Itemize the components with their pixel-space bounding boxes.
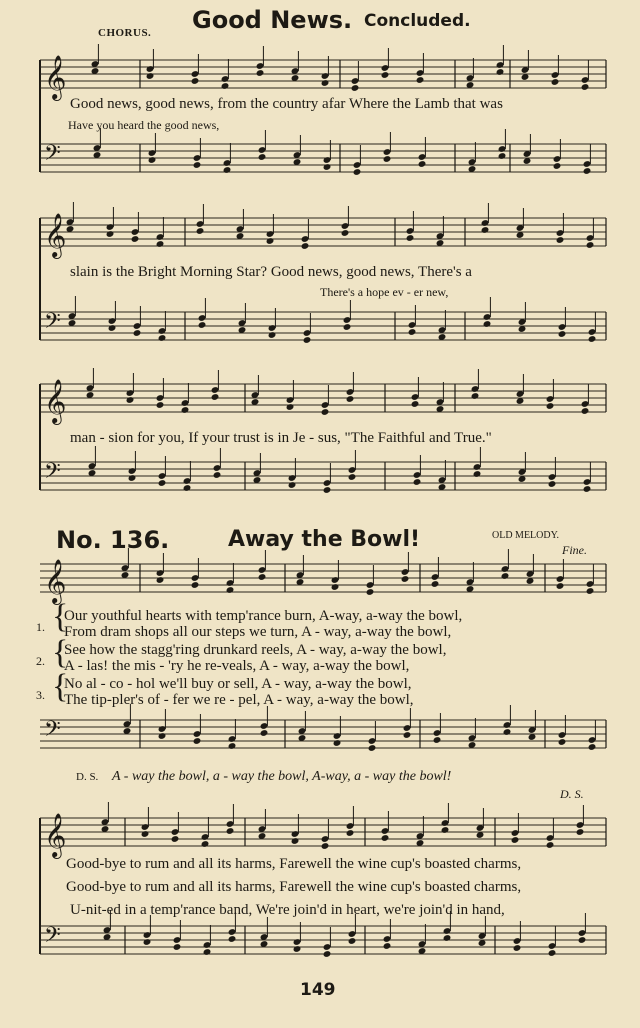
note-head [343, 323, 352, 331]
note-head [473, 470, 482, 478]
note-head [433, 736, 442, 744]
note-head [498, 152, 507, 160]
note-head [323, 163, 332, 171]
note-head [586, 587, 595, 595]
treble-clef-icon: 𝄞 [44, 213, 67, 257]
note-head [546, 841, 555, 849]
note-head [221, 82, 230, 90]
note-head [416, 76, 425, 84]
note-head [191, 77, 200, 85]
lyric-line: man - sion for you, If your trust is in Je - sus, "The Faithful and True." [70, 430, 492, 446]
verse-line: From dram shops all our steps we turn, A - way, a-way the bowl, [64, 624, 452, 640]
note-head [108, 324, 117, 332]
note-head [558, 738, 567, 746]
note-head [581, 407, 590, 415]
note-head [171, 835, 180, 843]
note-head [556, 582, 565, 590]
note-head [443, 934, 452, 942]
hymn-title: Away the Bowl! [228, 527, 421, 552]
bass-clef-icon: 𝄢 [44, 141, 61, 171]
note-head [576, 828, 585, 836]
music-staff-treble [0, 556, 640, 616]
note-head [368, 744, 377, 752]
note-head [211, 393, 220, 401]
note-head [213, 471, 222, 479]
note-head [146, 72, 155, 80]
note-head [106, 230, 115, 238]
refrain-line: U-nit-ed in a temp'rance band, We're join'd in heart, we're join'd in hand, [70, 902, 505, 918]
note-head [201, 840, 210, 848]
treble-clef-icon: 𝄞 [44, 55, 67, 99]
bass-clef-icon: 𝄢 [44, 309, 61, 339]
note-head [546, 402, 555, 410]
note-head [413, 478, 422, 486]
note-head [556, 236, 565, 244]
verse-line: No al - co - hol we'll buy or sell, A - way, a-way the bowl, [64, 676, 412, 692]
note-head [553, 162, 562, 170]
note-head [513, 944, 522, 952]
note-head [383, 155, 392, 163]
note-head [481, 226, 490, 234]
lyric-line: slain is the Bright Morning Star? Good news, good news, There's a [70, 264, 472, 280]
bass-clef-icon: 𝄢 [44, 459, 61, 489]
note-head [496, 68, 505, 76]
note-head [196, 227, 205, 235]
page-number: 149 [300, 980, 336, 1000]
note-head [351, 84, 360, 92]
note-head [193, 161, 202, 169]
verse-line: See how the stagg'ring drunkard reels, A - way, a-way the bowl, [64, 642, 447, 658]
note-head [258, 153, 267, 161]
verse-number: 3. [36, 688, 45, 702]
note-head [158, 732, 167, 740]
ds-lyric: A - way the bowl, a - way the bowl, A-way, a - way the bowl! [112, 769, 452, 784]
note-head [198, 321, 207, 329]
note-head [191, 581, 200, 589]
note-head [348, 473, 357, 481]
note-head [483, 320, 492, 328]
staff [40, 202, 606, 259]
note-head [183, 484, 192, 492]
note-head [323, 950, 332, 958]
note-head [588, 743, 597, 751]
note-head [341, 229, 350, 237]
verse-number: 2. [36, 654, 45, 668]
verse-line: The tip-pler's of - fer we re - pel, A - way, a-way the bowl, [64, 692, 414, 708]
verse-number: 1. [36, 620, 45, 634]
note-head [581, 83, 590, 91]
note-head [256, 69, 265, 77]
note-head [588, 335, 597, 343]
bass-clef-icon: 𝄢 [44, 717, 61, 747]
hymn-title-good-news: Good News. [192, 6, 353, 34]
verse-line: Our youthful hearts with temp'rance burn, A-way, a-way the bowl, [64, 608, 463, 624]
note-head [503, 728, 512, 736]
verse-line: A - las! the mis - 'ry he re-veals, A - way, a-way the bowl, [64, 658, 410, 674]
note-head [558, 330, 567, 338]
note-head [286, 403, 295, 411]
note-head [381, 71, 390, 79]
note-head [441, 826, 450, 834]
note-head [156, 401, 165, 409]
staff [40, 704, 606, 752]
note-head [586, 241, 595, 249]
note-head [291, 837, 300, 845]
lyric-line: Good news, good news, from the country afar Where the Lamb that was [70, 96, 503, 112]
note-head [258, 573, 267, 581]
note-head [403, 731, 412, 739]
note-head [383, 942, 392, 950]
note-head [411, 400, 420, 408]
treble-clef-icon: 𝄞 [44, 559, 67, 603]
note-head [156, 240, 165, 248]
note-head [226, 586, 235, 594]
note-head [321, 842, 330, 850]
ds-marker: D. S. [560, 787, 584, 801]
refrain-line: Good-bye to rum and all its harms, Farewell the wine cup's boasted charms, [66, 879, 522, 895]
note-head [353, 168, 362, 176]
note-head [321, 408, 330, 416]
note-head [158, 334, 167, 342]
staff [40, 446, 606, 494]
note-head [431, 580, 440, 588]
staff [40, 802, 606, 859]
staff [40, 548, 606, 605]
note-head [323, 486, 332, 494]
note-head [418, 160, 427, 168]
hymn-title-suffix: Concluded. [364, 11, 471, 31]
treble-clef-icon: 𝄞 [44, 379, 67, 423]
note-head [501, 572, 510, 580]
note-head [158, 479, 167, 487]
bass-clef-icon: 𝄢 [44, 923, 61, 953]
note-head [331, 583, 340, 591]
note-head [128, 474, 137, 482]
staff [40, 296, 606, 344]
music-staff-bass [0, 712, 640, 772]
note-head [381, 834, 390, 842]
note-head [293, 945, 302, 953]
refrain-line: Good-bye to rum and all its harms, Farewell the wine cup's boasted charms, [66, 856, 522, 872]
treble-clef-icon: 𝄞 [44, 813, 67, 857]
note-head [266, 237, 275, 245]
music-staff-system [0, 804, 640, 994]
staff [40, 368, 606, 425]
verse-brace: { [52, 668, 69, 705]
lyric-line-alt: Have you heard the good news, [68, 118, 220, 132]
note-head [511, 836, 520, 844]
staff [40, 128, 606, 176]
note-head [228, 742, 237, 750]
note-head [228, 935, 237, 943]
lyric-line-alt: There's a hope ev - er new, [320, 285, 449, 299]
note-head [226, 827, 235, 835]
note-head [156, 576, 165, 584]
note-head [203, 948, 212, 956]
note-head [181, 406, 190, 414]
note-head [268, 331, 277, 339]
note-head [223, 166, 232, 174]
hymn-number: No. 136. [56, 526, 170, 554]
note-head [578, 936, 587, 944]
note-head [173, 943, 182, 951]
ds-prefix: D. S. [76, 771, 99, 783]
note-head [126, 396, 135, 404]
note-head [301, 242, 310, 250]
note-head [583, 167, 592, 175]
note-head [321, 79, 330, 87]
note-head [551, 78, 560, 86]
note-head [133, 329, 142, 337]
note-head [141, 830, 150, 838]
note-head [348, 937, 357, 945]
note-head [260, 729, 269, 737]
verse-brace: { [52, 598, 69, 635]
note-head [583, 485, 592, 493]
note-head [346, 395, 355, 403]
note-head [148, 156, 157, 164]
note-head [548, 480, 557, 488]
note-head [143, 938, 152, 946]
note-head [288, 481, 297, 489]
hymn-attribution: OLD MELODY. [492, 530, 560, 541]
note-head [366, 588, 375, 596]
note-head [193, 737, 202, 745]
note-head [548, 949, 557, 957]
note-head [346, 829, 355, 837]
note-head [471, 392, 480, 400]
chorus-label: CHORUS. [98, 27, 152, 39]
staff [40, 44, 606, 101]
note-head [303, 336, 312, 344]
fine-marker: Fine. [562, 543, 587, 557]
note-head [406, 234, 415, 242]
note-head [408, 328, 417, 336]
verse-brace: { [52, 634, 69, 671]
note-head [333, 739, 342, 747]
note-head [131, 235, 140, 243]
note-head [401, 575, 410, 583]
